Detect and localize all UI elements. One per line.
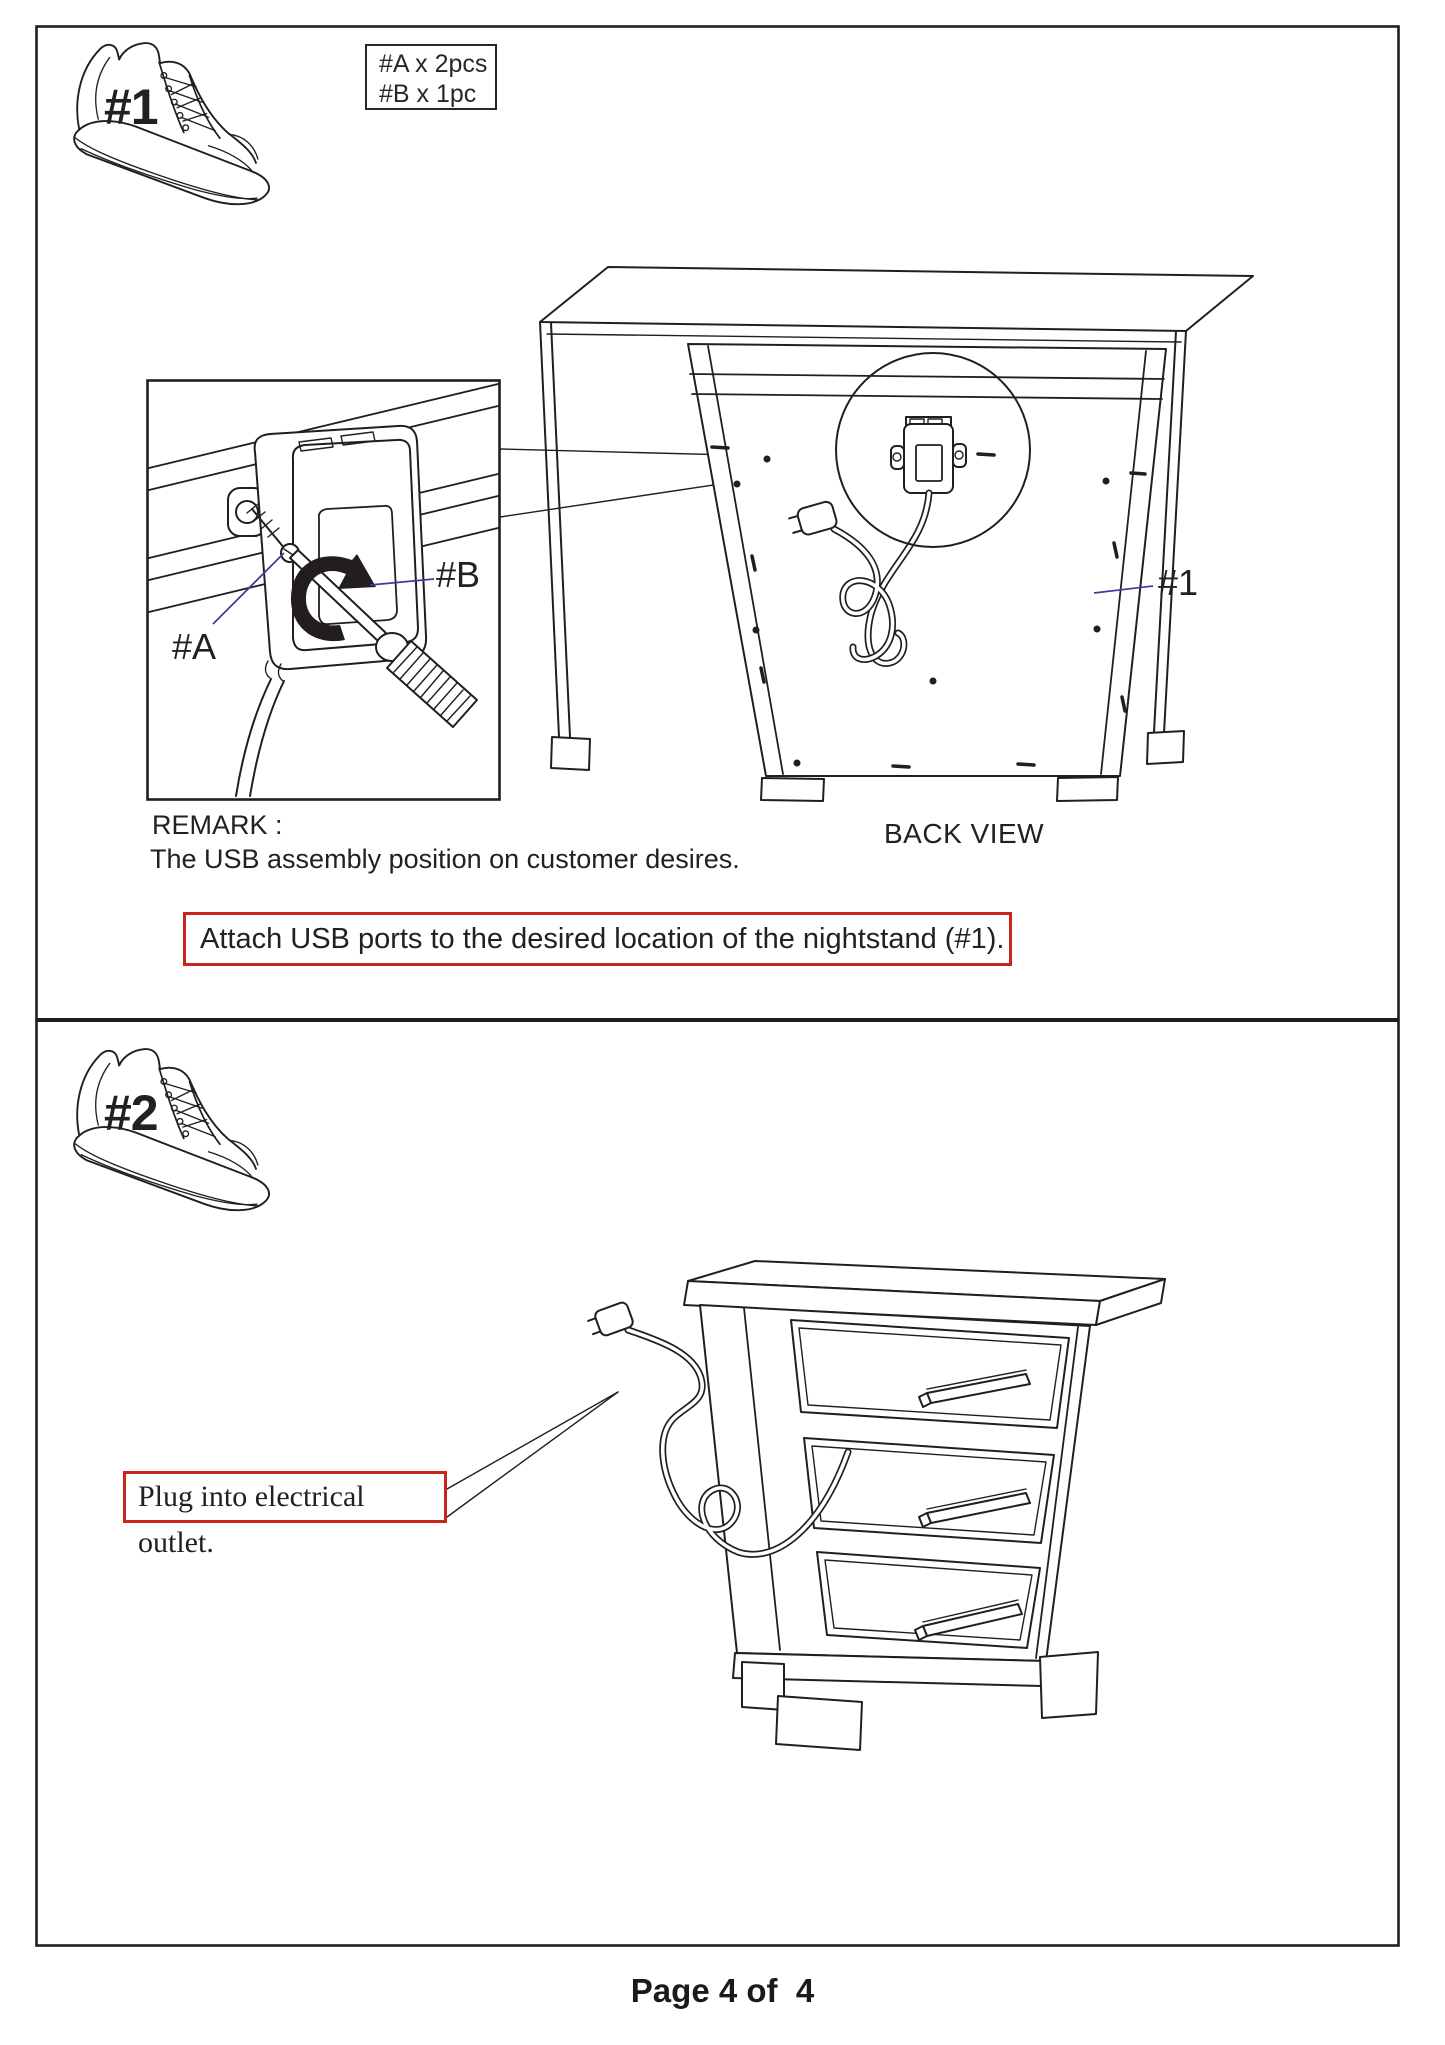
remark-title: REMARK : <box>152 810 283 840</box>
step1-instruction-text: Attach USB ports to the desired location of the nightstand (#1). <box>200 923 1005 955</box>
parts-quantity-box <box>365 44 497 110</box>
back-view-caption: BACK VIEW <box>884 818 1045 849</box>
drawer-1 <box>791 1320 1069 1428</box>
step2-instruction-box <box>123 1471 447 1559</box>
label-part-a: #A <box>172 626 217 667</box>
drawer-2 <box>804 1438 1054 1543</box>
remark-body: The USB assembly position on customer desires. <box>150 844 740 874</box>
page-number: Page 4 of 4 <box>630 1972 815 2009</box>
label-item-1: #1 <box>1158 562 1199 603</box>
parts-line-a: #A x 2pcs <box>379 50 488 78</box>
step1-instruction-box <box>183 912 1012 966</box>
nightstand-back-view-diagram <box>540 267 1253 801</box>
step1-badge: #1 <box>104 79 158 135</box>
nightstand-front-view-diagram <box>684 1261 1165 1750</box>
step2-instruction-text: Plug into electrical outlet. <box>138 1480 365 1559</box>
parts-line-b: #B x 1pc <box>379 80 477 108</box>
drawer-3 <box>817 1552 1040 1648</box>
outlet-pointer-lines <box>447 1392 618 1517</box>
label-part-b: #B <box>436 554 481 595</box>
step2-badge: #2 <box>104 1085 158 1141</box>
